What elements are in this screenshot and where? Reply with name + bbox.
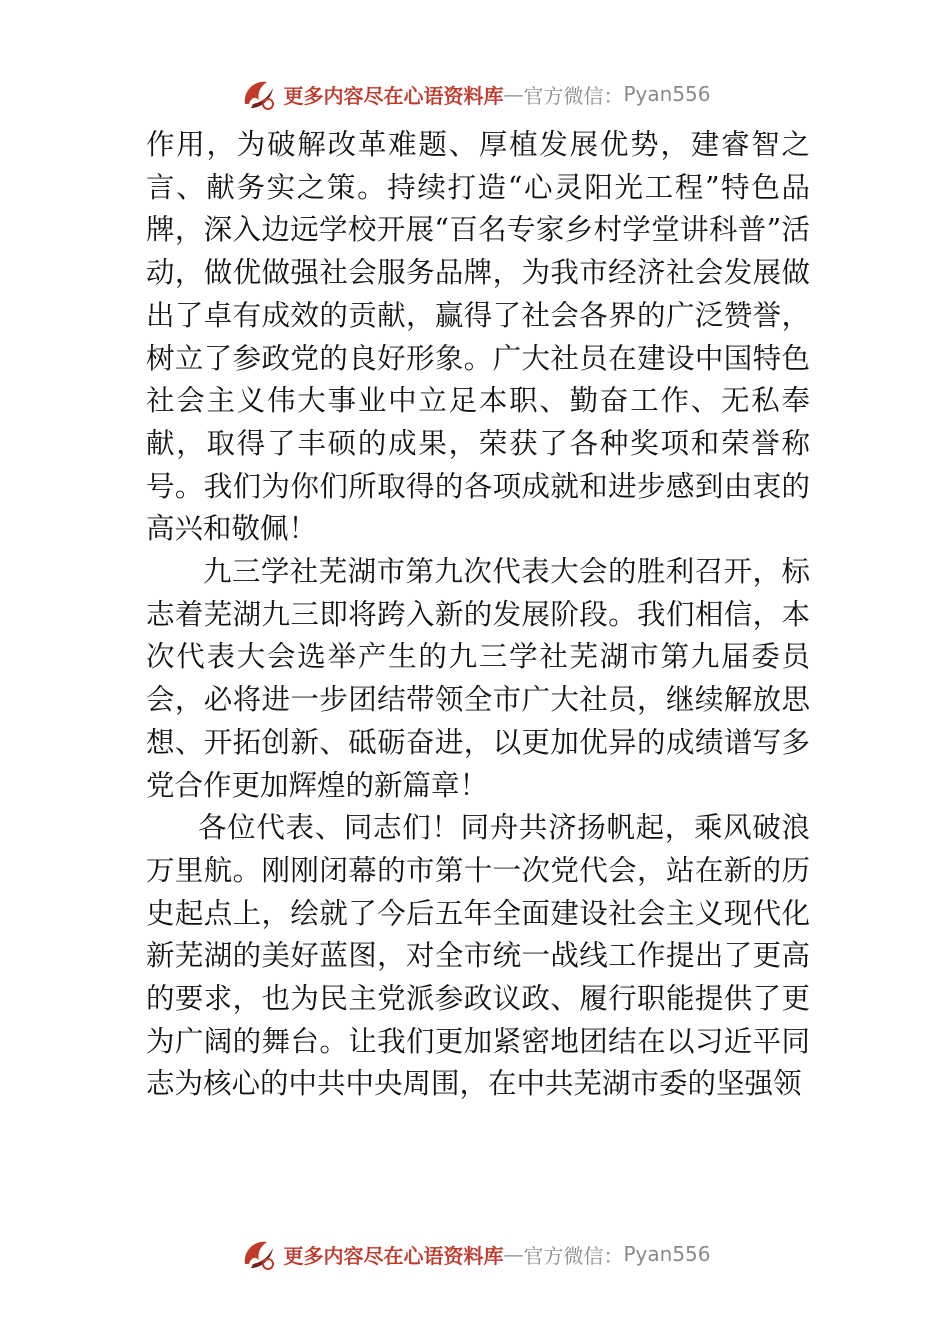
leaf-swirl-logo-icon (239, 1234, 279, 1274)
footer-banner (0, 1232, 950, 1276)
banner-promo-text: 更多内容尽在心语资料库 (283, 83, 504, 108)
leaf-swirl-logo-icon (239, 74, 279, 114)
banner-wechat-id: Pyan556 (623, 1242, 711, 1266)
banner-wechat-label: 官方微信： (523, 1243, 624, 1268)
banner-wechat-id: Pyan556 (623, 82, 711, 106)
banner-separator: — (503, 1242, 524, 1266)
paragraph-3: 各位代表、同志们！同舟共济扬帆起，乘风破浪万里航。刚刚闭幕的市第十一次党代会，站在新的历史起点上，绘就了今后五年全面建设社会主义现代化新芜湖的美好蓝图，对全市统一战线工作提出了更高的要求，也为民主党派参政议政、履行职能提供了更为广阔的舞台。让我们更加紧密地团结在以习近平同志为核心的中共中央周围，在中共芜湖市委的坚强领 (146, 811, 810, 1101)
banner-promo-text: 更多内容尽在心语资料库 (283, 1243, 504, 1268)
banner-separator: — (503, 82, 524, 106)
paragraph-1: 作用，为破解改革难题、厚植发展优势，建睿智之言、献务实之策。持续打造“心灵阳光工程”特色品牌，深入边远学校开展“百名专家乡村学堂讲科普”活动，做优做强社会服务品牌，为我市经济社会发展做出了卓有成效的贡献，赢得了社会各界的广泛赞誉，树立了参政党的良好形象。广大社员在建设中国特色社会主义伟大事业中立足本职、勤奋工作、无私奉献，取得了丰硕的成果，荣获了各种奖项和荣誉称号。我们为你们所取得的各项成就和进步感到由衷的高兴和敬佩！ (146, 128, 810, 546)
document-body (146, 124, 810, 1106)
header-banner (0, 72, 950, 116)
banner-wechat-label: 官方微信： (523, 83, 624, 108)
paragraph-2: 九三学社芜湖市第九次代表大会的胜利召开，标志着芜湖九三即将跨入新的发展阶段。我们相信，本次代表大会选举产生的九三学社芜湖市第九届委员会，必将进一步团结带领全市广大社员，继续解放思想、开拓创新、砥砺奋进，以更加优异的成绩谱写多党合作更加辉煌的新篇章！ (146, 555, 810, 802)
